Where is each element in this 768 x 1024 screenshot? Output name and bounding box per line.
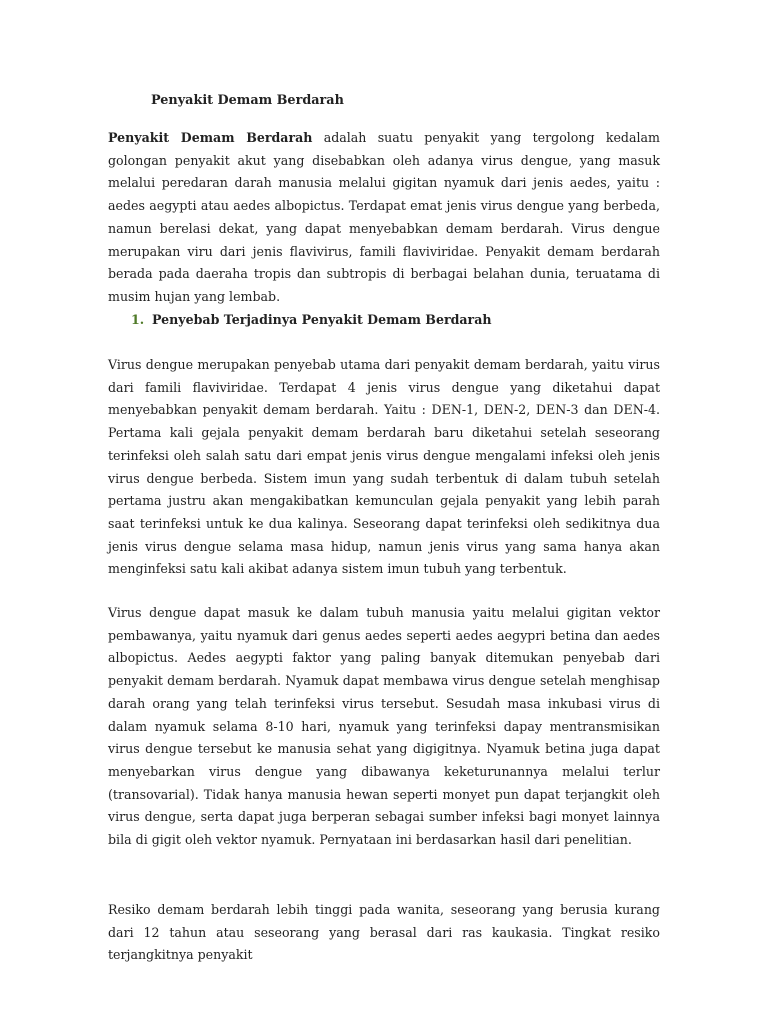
intro-text: adalah suatu penyakit yang tergolong kedalam golongan penyakit akut yang disebabkan oleh adanya virus dengue, yang masuk melalui peredaran darah manusia melalui gigitan nyamuk dari jenis aedes, yaitu : aedes aegypti atau aedes albopictus. Terdapat emat jenis virus dengue yang berbeda, namun berelasi dekat, yang dapat menyebabkan demam berdarah. Virus dengue merupakan viru dari jenis flavivirus, famili flaviviridae. Penyakit demam berdarah berada pada daeraha tropis dan subtropis di berbagai belahan dunia, teruatama di musim hujan yang lembab. — [108, 130, 660, 304]
body-paragraph-transmission: Virus dengue dapat masuk ke dalam tubuh manusia yaitu melalui gigitan vektor pembawanya, yaitu nyamuk dari genus aedes seperti aedes aegypri betina dan aedes albopictus. Aedes aegypti faktor yang paling banyak ditemukan penyebab dari penyakit demam berdarah. Nyamuk dapat membawa virus dengue setelah menghisap darah orang yang telah terinfeksi virus tersebut. Sesudah masa inkubasi virus di dalam nyamuk selama 8-10 hari, nyamuk yang terinfeksi dapay mentransmisikan virus dengue tersebut ke manusia sehat yang digigitnya. Nyamuk betina juga dapat menyebarkan virus dengue yang dibawanya keketurunannya melalui terlur (transovarial). Tidak hanya manusia hewan seperti monyet pun dapat terjangkit oleh virus dengue, serta dapat juga berperan sebagai sumber infeksi bagi monyet lainnya bila di gigit oleh vektor nyamuk. Pernyataan ini berdasarkan hasil dari penelitian. — [108, 605, 660, 848]
document-title: Penyakit Demam Berdarah — [151, 93, 344, 108]
body-paragraph-cause: Virus dengue merupakan penyebab utama dari penyakit demam berdarah, yaitu virus dari famili flaviviridae. Terdapat 4 jenis virus dengue yang diketahui dapat menyebabkan penyakit demam berdarah. Yaitu : DEN-1, DEN-2, DEN-3 dan DEN-4. Pertama kali gejala penyakit demam berdarah baru diketahui setelah seseorang terinfeksi oleh salah satu dari empat jenis virus dengue mengalami infeksi oleh jenis virus dengue berbeda. Sistem imun yang sudah terbentuk di dalam tubuh setelah pertama justru akan mengakibatkan kemunculan gejala penyakit yang lebih parah saat terinfeksi untuk ke dua kalinya. Seseorang dapat terinfeksi oleh sedikitnya dua jenis virus dengue selama masa hidup, namun jenis virus yang sama hanya akan menginfeksi satu kali akibat adanya sistem imun tubuh yang terbentuk. — [108, 357, 660, 577]
intro-lead-term: Penyakit Demam Berdarah — [108, 130, 313, 145]
section-heading — [131, 309, 492, 331]
section-number: 1. — [131, 312, 145, 327]
body-paragraph-risk: Resiko demam berdarah lebih tinggi pada wanita, seseorang yang berusia kurang dari 12 tahun atau seseorang yang berasal dari ras kaukasia. Tingkat resiko terjangkitnya penyakit — [108, 902, 660, 963]
intro-paragraph — [108, 127, 660, 309]
section-heading-text: Penyebab Terjadinya Penyakit Demam Berdarah — [152, 312, 492, 327]
